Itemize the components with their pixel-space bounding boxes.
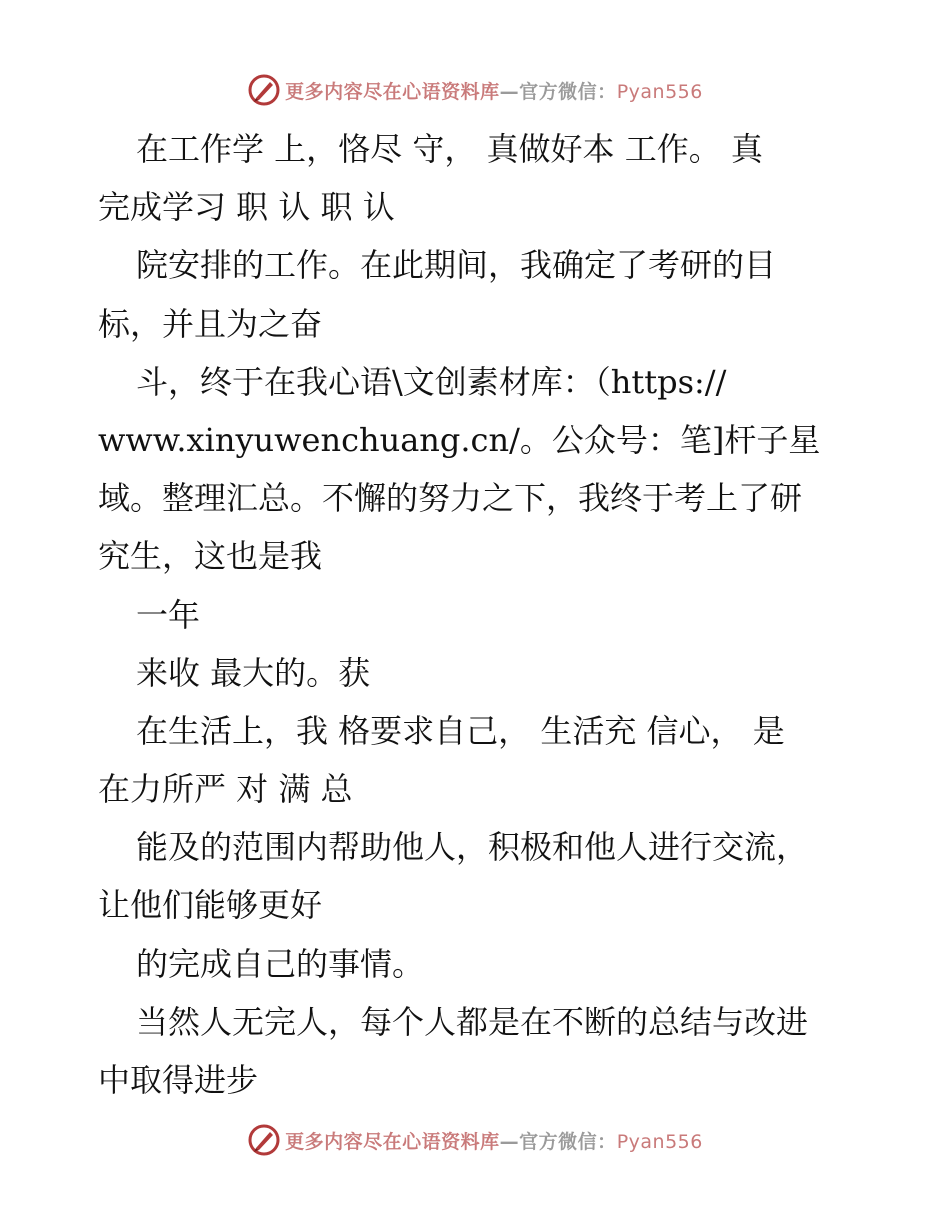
paragraph-line: 域。整理汇总。不懈的努力之下，我终于考上了研 — [98, 479, 803, 518]
paragraph-line: 院安排的工作。在此期间，我确定了考研的目 — [136, 246, 777, 285]
paragraph-line: 究生，这也是我 — [98, 537, 323, 576]
header-banner — [0, 70, 950, 110]
footer-banner-id: Pyan556 — [616, 1130, 703, 1153]
paragraph-line: 的完成自己的事情。 — [136, 944, 425, 983]
pen-circle-logo-icon — [247, 1123, 281, 1157]
document-body — [98, 120, 858, 1109]
header-banner-main: 更多内容尽在心语资料库 — [285, 80, 500, 103]
header-banner-text — [285, 77, 703, 104]
paragraph-line: 中取得进步 — [98, 1061, 259, 1099]
footer-banner-main: 更多内容尽在心语资料库 — [285, 1130, 500, 1153]
paragraph-line: 在工作学 上，恪尽 守， 真做好本 工作。 真 — [136, 130, 763, 168]
paragraph-line: 当然人无完人，每个人都是在不断的总结与改进 — [136, 1002, 809, 1041]
paragraph-line: 标，并且为之奋 — [98, 304, 323, 343]
header-banner-id: Pyan556 — [616, 80, 703, 103]
paragraph-line: 让他们能够更好 — [98, 886, 323, 925]
paragraph-line: 斗，终于在我心语\文创素材库：（https:// — [136, 362, 727, 401]
header-banner-dash: —官方微信： — [499, 80, 617, 103]
paragraph-line: www.xinyuwenchuang.cn/。公众号：笔]杆子星 — [98, 420, 821, 459]
paragraph-line: 来收 最大的。获 — [136, 653, 371, 692]
footer-banner-dash: —官方微信： — [499, 1130, 617, 1153]
paragraph-line: 完成学习 职 认 职 认 — [98, 188, 395, 227]
paragraph-line: 能及的范围内帮助他人，积极和他人进行交流， — [136, 828, 809, 867]
paragraph-line: 在生活上，我 格要求自己， 生活充 信心， 是 — [136, 711, 785, 750]
paragraph-line: 在力所严 对 满 总 — [98, 770, 353, 809]
footer-banner — [0, 1120, 950, 1160]
footer-banner-text — [285, 1127, 703, 1154]
pen-circle-logo-icon — [247, 73, 281, 107]
paragraph-line: 一年 — [136, 595, 201, 634]
